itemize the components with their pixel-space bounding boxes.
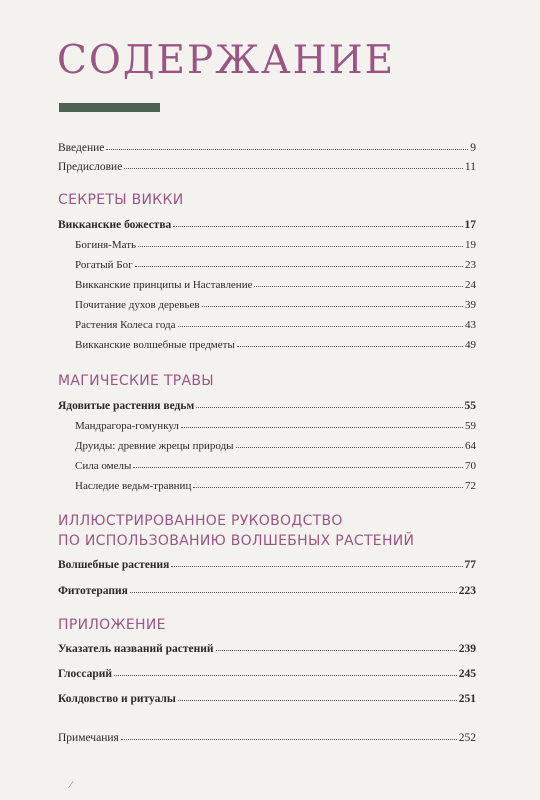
leader-dots (133, 458, 463, 468)
toc-entry-preface[interactable]: Предисловие 11 (58, 161, 476, 173)
toc-chapter[interactable]: Колдовство и ритуалы 251 (58, 693, 476, 705)
toc-subentry[interactable]: Богиня-Мать 19 (75, 239, 476, 251)
leader-dots (124, 159, 463, 169)
leader-dots (114, 666, 457, 676)
section-heading-appendix: ПРИЛОЖЕНИЕ (58, 617, 166, 633)
section-heading-herbs: МАГИЧЕСКИЕ ТРАВЫ (58, 373, 214, 389)
section-heading-guide-line2: ПО ИСПОЛЬЗОВАНИЮ ВОЛШЕБНЫХ РАСТЕНИЙ (58, 533, 415, 549)
leader-dots (178, 317, 464, 327)
toc-subentry[interactable]: Викканские волшебные предметы 49 (75, 339, 476, 351)
toc-chapter[interactable]: Волшебные растения 77 (58, 559, 476, 571)
leader-dots (171, 557, 462, 567)
leader-dots (178, 691, 457, 701)
title-underline-bar (59, 103, 160, 112)
leader-dots (202, 297, 463, 307)
toc-chapter[interactable]: Ядовитые растения ведьм 55 (58, 400, 476, 412)
leader-dots (216, 641, 457, 651)
leader-dots (193, 478, 463, 488)
leader-dots (173, 217, 462, 227)
toc-subentry[interactable]: Друиды: древние жрецы природы 64 (75, 440, 476, 452)
toc-subentry[interactable]: Наследие ведьм-травниц 72 (75, 480, 476, 492)
leader-dots (135, 257, 463, 267)
leader-dots (181, 418, 463, 428)
toc-chapter[interactable]: Викканские божества 17 (58, 219, 476, 231)
toc-entry-intro[interactable]: Введение 9 (58, 142, 476, 154)
leader-dots (130, 583, 457, 593)
leader-dots (196, 398, 462, 408)
page-title: СОДЕРЖАНИЕ (57, 38, 396, 83)
leader-dots (254, 277, 463, 287)
leader-dots (237, 337, 463, 347)
toc-subentry[interactable]: Сила омелы 70 (75, 460, 476, 472)
toc-subentry[interactable]: Рогатый Бог 23 (75, 259, 476, 271)
toc-subentry[interactable]: Мандрагора-гомункул 59 (75, 420, 476, 432)
toc-subentry[interactable]: Растения Колеса года 43 (75, 319, 476, 331)
toc-chapter[interactable]: Фитотерапия 223 (58, 585, 476, 597)
section-heading-guide-line1: ИЛЛЮСТРИРОВАННОЕ РУКОВОДСТВО (58, 513, 343, 529)
toc-subentry[interactable]: Почитание духов деревьев 39 (75, 299, 476, 311)
toc-chapter[interactable]: Указатель названий растений 239 (58, 643, 476, 655)
leader-dots (121, 730, 457, 740)
toc-subentry[interactable]: Викканские принципы и Наставление 24 (75, 279, 476, 291)
toc-entry-notes[interactable]: Примечания 252 (58, 732, 476, 744)
leader-dots (106, 140, 468, 150)
section-heading-wicca: СЕКРЕТЫ ВИККИ (58, 192, 184, 208)
leader-dots (236, 438, 463, 448)
toc-chapter[interactable]: Глоссарий 245 (58, 668, 476, 680)
leader-dots (138, 237, 463, 247)
page-mark: ⁄ (70, 780, 72, 791)
